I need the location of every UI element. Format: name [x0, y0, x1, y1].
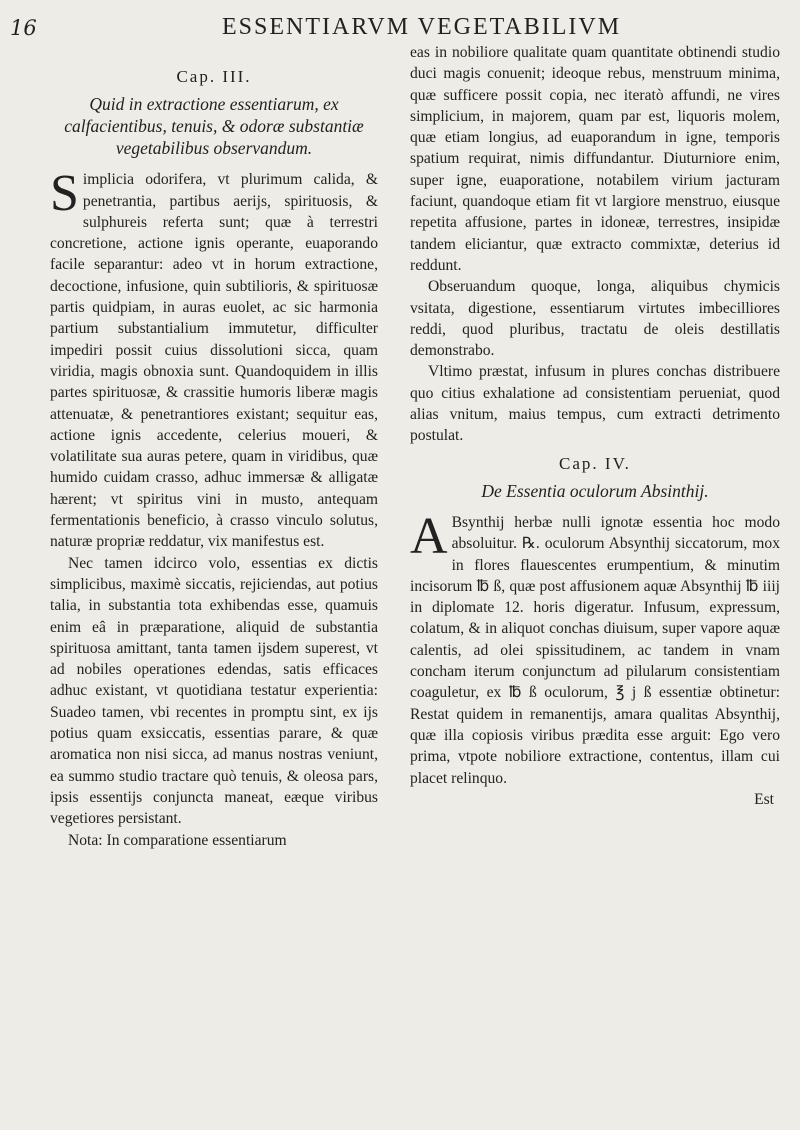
paragraph-text: Bsynthij herbæ nulli ignotæ essentia hoc modo absoluitur. ℞. oculorum Absynthij siccatorum, mox in flores flauescentes erumpentium, & minutim incisorum ℔ ß, quæ post affusionem aquæ Absynthij ℔ iiij in diplomate 12. horis digeratur. Infusum, expressum, colatum, & in aliquot conchas diuisum, super vapore aquæ calentis, ad olei spissitudinem, ac tandem in vnam concham iterum conjunctum ad pilularum consistentiam coaguletur, ex ℔ ß oculorum, ℥ j ß essentiæ obtinetur: Restat quidem in remanentijs, amara qualitas Absynthij, quæ illa copiosis viribus prædita esse arguit: Ego vero prima, vtpote nobiliore extractione, contentus, illam cui placet relinquo. — [410, 513, 780, 787]
paragraph: Nota: In comparatione essentiarum — [68, 831, 287, 849]
drop-capital: A — [410, 507, 448, 565]
paragraph — [410, 507, 780, 789]
paragraph: Nec tamen idcirco volo, essentias ex dictis simplicibus, maximè siccatis, rejiciendas, aut potius talia, in substantia tota exhibendas esse, quamuis enim eâ in præparatione, aliquid de substantia spirituosa amittant, tanta tamen ijsdem superest, vt ad nobiles operationes edendas, satis efficaces adhuc existant, vt quotidiana testatur experientia: Suadeo tamen, vbi recentes in promptu sint, ex ijs potius quam exsiccatis, essentias parare, & quæ aromatica non nisi sicca, ad manus nostras veniunt, ea summo studio tractare quò tenuis, & oleosa pars, ipsis essentijs conjuncta maneat, eæque viribus vegetiores persistant. — [50, 554, 378, 828]
paragraph: Vltimo præstat, infusum in plures conchas distribuere quo citius exhalatione ad consistentiam perueniat, quod alias vnitum, maius tempus, cum extracti detrimento postulat. — [410, 363, 780, 445]
paragraph: eas in nobiliore qualitate quam quantitate obtinendi studio duci magis conuenit; ideoque rebus, menstruum minima, quæ sufficere possit copia, nec iteratò affundi, ne vires simplicium, in majorem, quam par est, liquoris molem, quæ etiam longius, ad euaporandum in igne, temporis spatium requirat, nimis diffundantur. Diuturniore enim, super igne, euaporatione, notabilem virium jacturam faciunt, quandoque etiam fit vt largiore menstruo, eiusque repetita affusione, partes in idoneæ, terrestres, insipidæ tandem eliciantur, quæ extracto commixtæ, deterius id reddunt. — [410, 44, 780, 274]
paragraph — [50, 165, 378, 552]
left-column — [50, 60, 378, 851]
section-title: Quid in extractione essentiarum, ex calfacientibus, tenuis, & odoræ substantiæ vegetabilibus observandum. — [64, 94, 364, 159]
catchword: Est — [754, 790, 774, 808]
right-column — [410, 42, 780, 810]
drop-capital: S — [50, 165, 79, 223]
page-number: 16 — [10, 16, 37, 40]
paragraph-text: implicia odorifera, vt plurimum calida, & penetrantia, partibus aerijs, spirituosis, & sulphureis referta sunt; quæ à terrestri concretione, actione ignis operante, euaporando facile separantur: adeo vt in horum extractione, decoctione, infusione, quin subtilioris, & spirituosæ partis quidpiam, in auras euolet, ac sic harmonia partium substantialium immutetur, difficulter impediri possit cuius dissolutioni sicca, quam viridia, magis obnoxia sunt. Quandoquidem in illis partes spirituosæ, & crassitie humoris liberæ magis attenuatæ, & penetrantiores existant; sequitur eas, actione ignis accedente, celerius moueri, & volatilitate sua auras petere, quam in viridibus, quæ humido cuidam crasso, adhuc immersæ & alligatæ hærent; vt spiritus vini in musto, antequam fermentationis beneficio, à crasso vinculo solutus, naturæ propriæ reddatur, vix manifestus est. — [50, 171, 378, 551]
chapter-label: Cap. III. — [176, 67, 252, 86]
chapter-label: Cap. IV. — [559, 453, 631, 473]
running-head: ESSENTIARVM VEGETABILIVM — [222, 14, 622, 40]
paragraph: Obseruandum quoque, longa, aliquibus chymicis vsitata, digestione, essentiarum virtutes imbecilliores reddi, quod pluribus, tractatu de oleis destillatis demonstrabo. — [410, 278, 780, 360]
section-title: De Essentia oculorum Absinthij. — [481, 480, 709, 501]
